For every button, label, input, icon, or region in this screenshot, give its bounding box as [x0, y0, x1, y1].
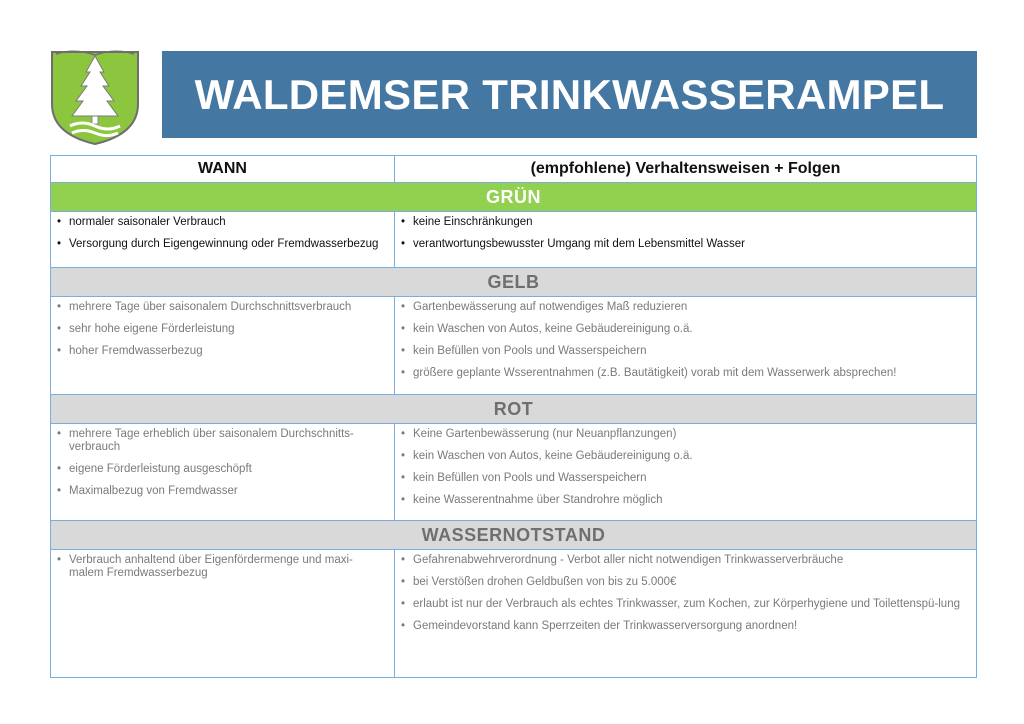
list-item: • Maximalbezug von Fremdwasser [57, 485, 386, 498]
list-item: • mehrere Tage über saisonalem Durchschnittsverbrauch [57, 301, 386, 314]
list-item: • kein Waschen von Autos, keine Gebäudereinigung o.ä. [401, 450, 968, 463]
section-label-gelb: GELB [51, 268, 976, 297]
section-row-gruen [51, 212, 976, 268]
section-label-rot: ROT [51, 395, 976, 424]
column-header-when: WANN [51, 156, 395, 182]
list-item: • kein Waschen von Autos, keine Gebäudereinigung o.ä. [401, 323, 968, 336]
list-item: • bei Verstößen drohen Geldbußen von bis zu 5.000€ [401, 576, 968, 589]
list-item: • kein Befüllen von Pools und Wasserspeichern [401, 345, 968, 358]
column-header-actions: (empfohlene) Verhaltensweisen + Folgen [530, 160, 841, 177]
list-item: • sehr hohe eigene Förderleistung [57, 323, 386, 336]
list-item: • Gefahrenabwehrverordnung - Verbot aller nicht notwendigen Trinkwasserverbräuche [401, 554, 968, 567]
table-header-row [51, 156, 976, 183]
section-row-gelb [51, 297, 976, 395]
list-item: • Gemeindevorstand kann Sperrzeiten der Trinkwasserversorgung anordnen! [401, 620, 968, 633]
section-label-gruen: GRÜN [51, 183, 976, 212]
list-item: • erlaubt ist nur der Verbrauch als echtes Trinkwasser, zum Kochen, zur Körperhygiene und Toilettenspü-lung [401, 598, 968, 611]
page-title: WALDEMSER TRINKWASSERAMPEL [162, 51, 977, 138]
list-item: • Keine Gartenbewässerung (nur Neuanpflanzungen) [401, 428, 968, 441]
status-table [50, 155, 977, 678]
list-item: • kein Befüllen von Pools und Wasserspeichern [401, 472, 968, 485]
section-label-notstand: WASSERNOTSTAND [51, 521, 976, 550]
list-item: • keine Wasserentnahme über Standrohre möglich [401, 494, 968, 507]
list-item: • verantwortungsbewusster Umgang mit dem Lebensmittel Wasser [401, 238, 968, 251]
list-item: • hoher Fremdwasserbezug [57, 345, 386, 358]
section-row-rot [51, 424, 976, 521]
list-item: • Verbrauch anhaltend über Eigenfördermenge und maxi-malem Fremdwasserbezug [57, 554, 386, 580]
list-item: • Versorgung durch Eigengewinnung oder Fremdwasserbezug [57, 238, 386, 251]
list-item: • mehrere Tage erheblich über saisonalem Durchschnitts-verbrauch [57, 428, 386, 454]
list-item: • eigene Förderleistung ausgeschöpft [57, 463, 386, 476]
list-item: • Gartenbewässerung auf notwendiges Maß reduzieren [401, 301, 968, 314]
section-row-notstand [51, 550, 976, 678]
list-item: • größere geplante Wsserentnahmen (z.B. Bautätigkeit) vorab mit dem Wasserwerk absprechen! [401, 367, 968, 380]
list-item: • keine Einschränkungen [401, 216, 968, 229]
list-item: • normaler saisonaler Verbrauch [57, 216, 386, 229]
tree-crest-icon [50, 46, 140, 146]
